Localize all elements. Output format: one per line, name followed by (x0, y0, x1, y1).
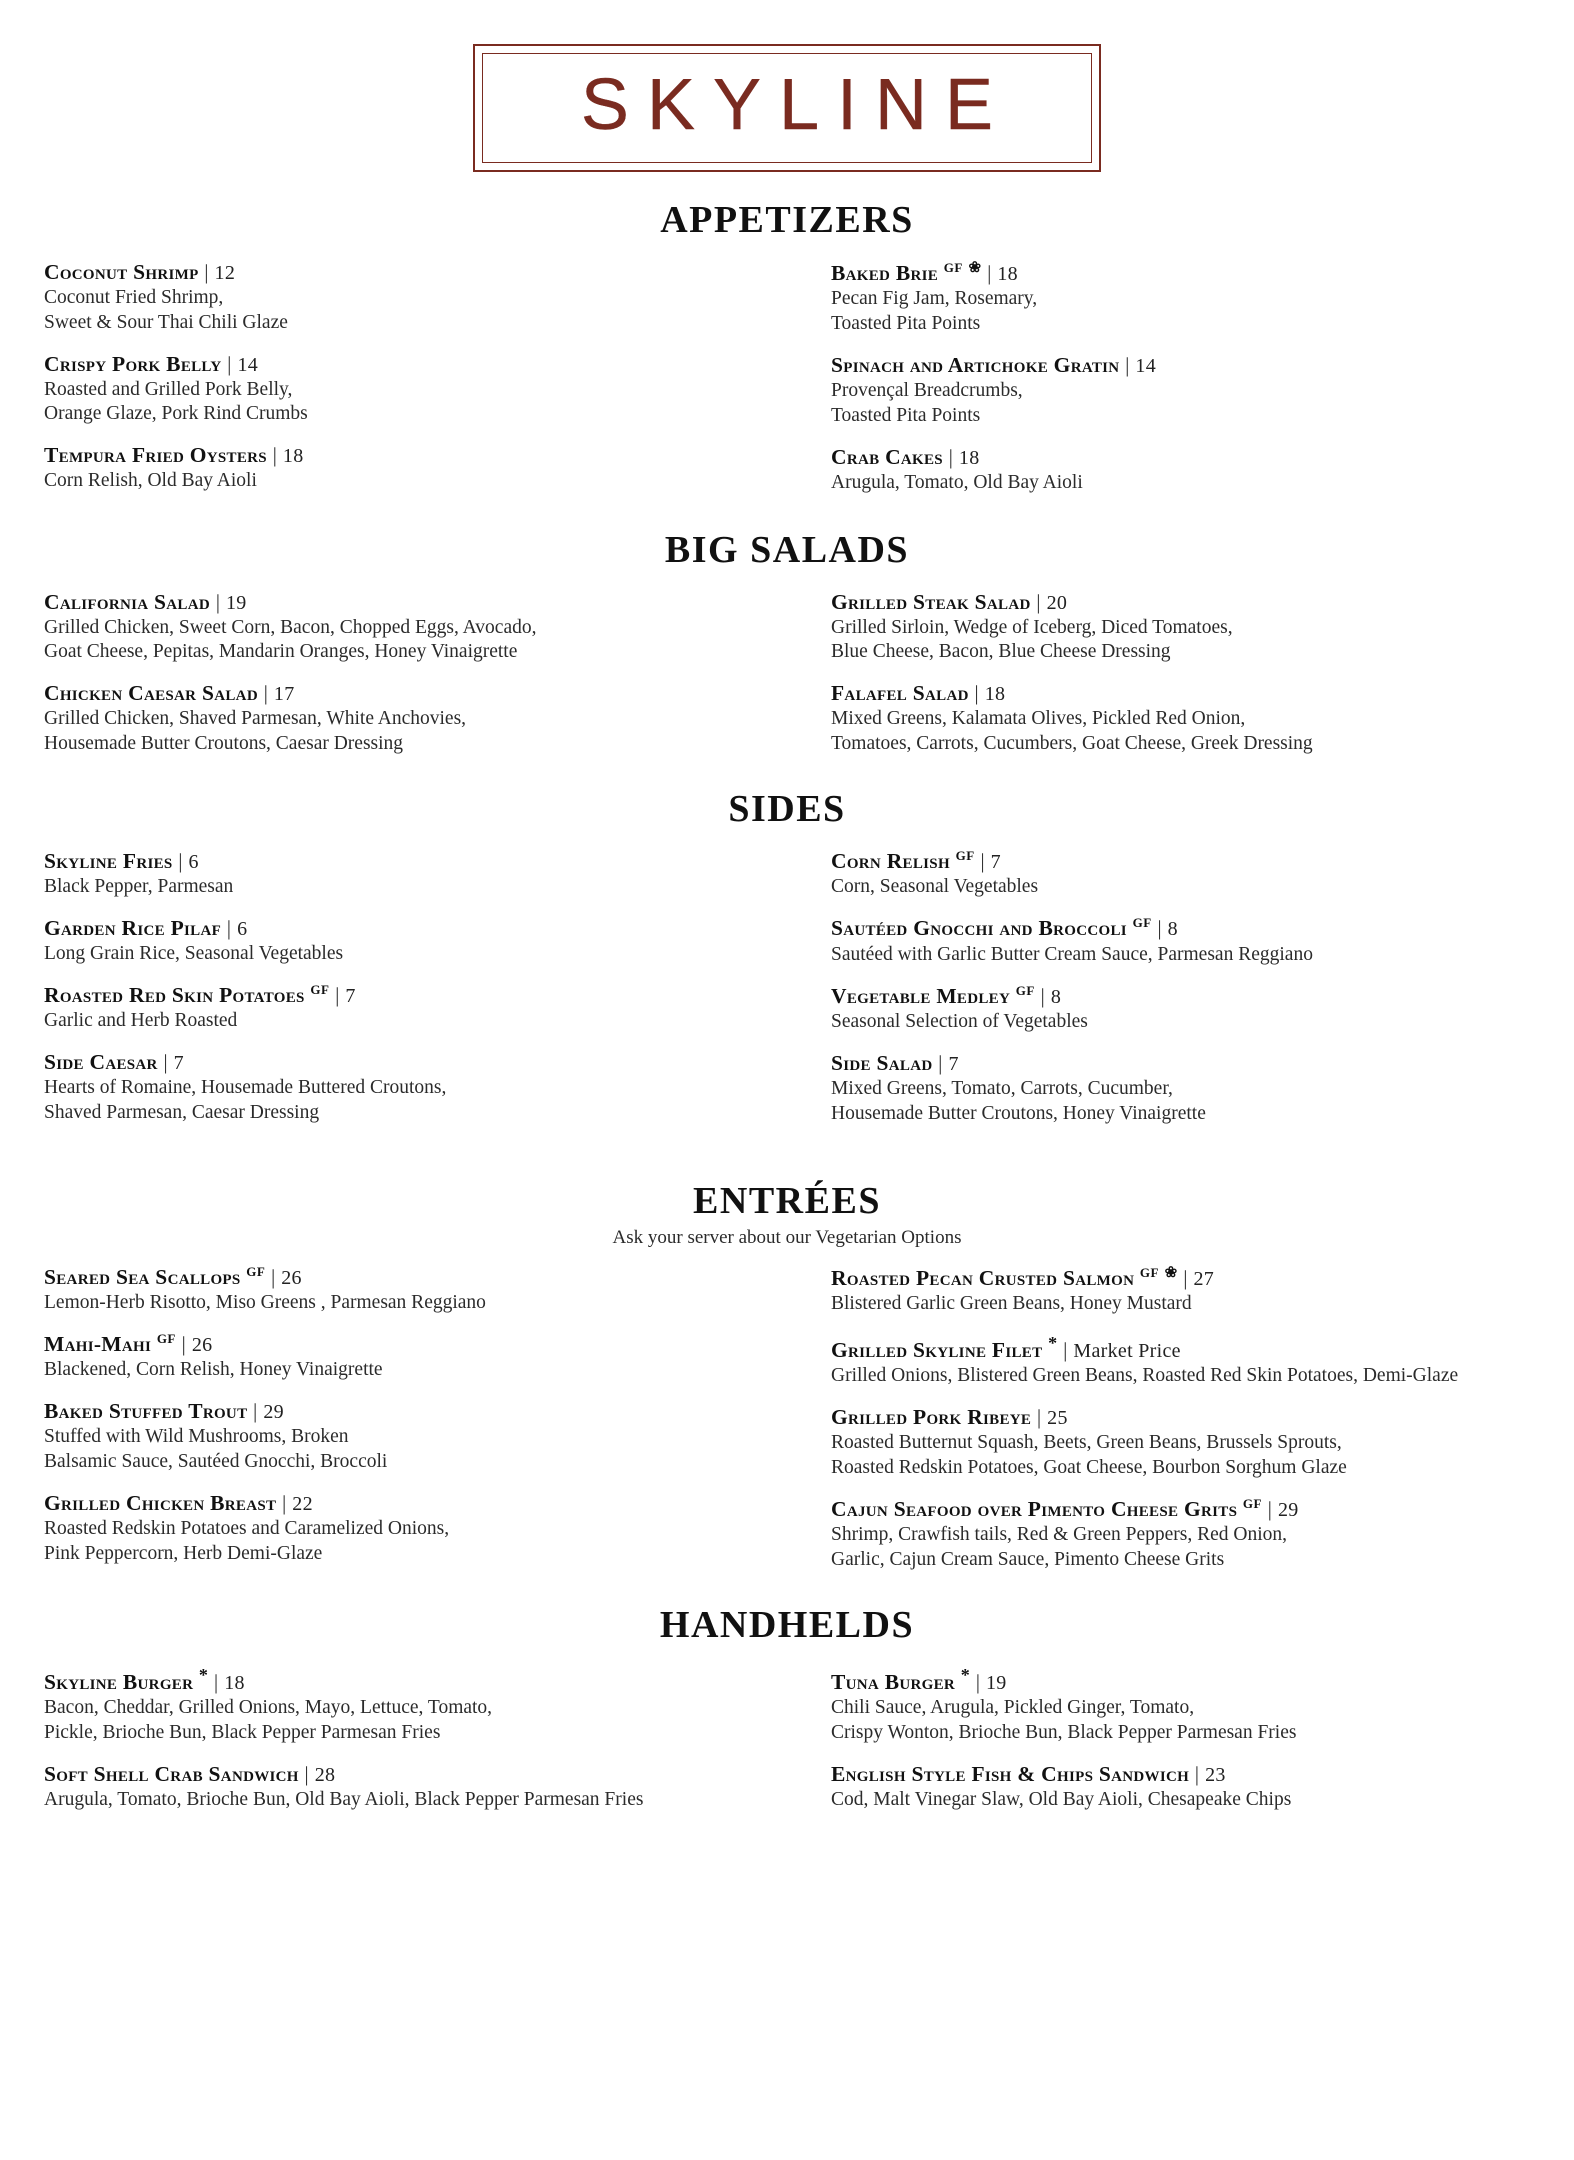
menu-item-name: Side Caesar (44, 1050, 158, 1075)
menu-item (831, 1051, 1530, 1127)
menu-item-price: 18 (997, 262, 1018, 285)
menu-item-description: Roasted and Grilled Pork Belly, Orange Glaze, Pork Rind Crumbs (44, 378, 308, 425)
price-separator: | (1261, 1496, 1278, 1521)
vegetarian-icon: ❀ (1164, 1264, 1178, 1281)
menu-item (44, 443, 751, 494)
menu-item (44, 1332, 751, 1383)
column-left (44, 590, 787, 774)
menu-item-heading (44, 849, 751, 874)
price-separator: | (1119, 352, 1136, 377)
menu-item-description: Grilled Sirloin, Wedge of Iceberg, Diced Tomatoes, Blue Cheese, Bacon, Blue Cheese Dressing (831, 616, 1233, 663)
menu-item (44, 1050, 751, 1126)
menu-item-heading (831, 849, 1530, 874)
column-right (787, 260, 1530, 512)
gluten-free-icon: GF (1015, 982, 1035, 998)
menu-item-name: English Style Fish & Chips Sandwich (831, 1761, 1190, 1786)
menu-item-heading (44, 1265, 751, 1290)
menu-item-price: 25 (1047, 1406, 1068, 1429)
menu-item-heading (44, 1665, 751, 1695)
menu-item (44, 1491, 751, 1567)
menu-item-name: Coconut Shrimp (44, 259, 199, 284)
section-appetizers (0, 198, 1574, 512)
menu-item-heading (44, 1762, 751, 1787)
column-left (44, 260, 787, 512)
price-separator: | (221, 351, 238, 376)
section-note: Ask your server about our Vegetarian Options (612, 1226, 962, 1248)
column-right (787, 590, 1530, 774)
menu-item-description: Stuffed with Wild Mushrooms, Broken Balsamic Sauce, Sautéed Gnocchi, Broccoli (44, 1425, 388, 1472)
column-right (787, 1265, 1530, 1589)
section-handhelds (0, 1603, 1574, 1829)
menu-item-description: Cod, Malt Vinegar Slaw, Old Bay Aioli, Chesapeake Chips (831, 1788, 1292, 1810)
menu-item-description: Arugula, Tomato, Old Bay Aioli (831, 471, 1083, 493)
price-separator: | (1151, 916, 1168, 941)
menu-item-name: Skyline Burger (44, 1669, 194, 1694)
menu-item-name: Crispy Pork Belly (44, 351, 222, 376)
menu-item-name: Tempura Fried Oysters (44, 443, 267, 468)
column-left (44, 1265, 787, 1589)
menu-item-description: Grilled Onions, Blistered Green Beans, Roasted Red Skin Potatoes, Demi-Glaze (831, 1364, 1459, 1386)
menu-item-heading (44, 1050, 751, 1075)
menu-item-description: Arugula, Tomato, Brioche Bun, Old Bay Aioli, Black Pepper Parmesan Fries (44, 1788, 644, 1810)
menu-item-description: Corn Relish, Old Bay Aioli (44, 470, 257, 492)
menu-item-price: 7 (345, 985, 356, 1008)
menu-item-price: 19 (986, 1671, 1007, 1694)
menu-item-heading (44, 983, 751, 1008)
menu-item-price: 7 (990, 851, 1001, 874)
menu-item-description: Coconut Fried Shrimp, Sweet & Sour Thai Chili Glaze (44, 286, 288, 333)
price-separator: | (276, 1490, 293, 1515)
menu-item-name: Garden Rice Pilaf (44, 916, 222, 941)
section-columns (0, 590, 1574, 774)
footnote-asterisk-icon: * (1048, 1332, 1058, 1353)
menu-item (44, 260, 751, 336)
price-separator: | (329, 983, 346, 1008)
menu-item-name: Mahi-Mahi (44, 1331, 152, 1356)
section-sides (0, 787, 1574, 1142)
restaurant-logo-text: SKYLINE (580, 65, 1012, 145)
menu-item-description: Pecan Fig Jam, Rosemary, Toasted Pita Points (831, 287, 1038, 334)
gluten-free-icon: GF (1242, 1495, 1262, 1511)
menu-item-price: 8 (1167, 918, 1178, 941)
menu-item-description: Bacon, Cheddar, Grilled Onions, Mayo, Lettuce, Tomato, Pickle, Brioche Bun, Black Pepper Parmesan Fries (44, 1696, 493, 1743)
menu-item-name: Seared Sea Scallops (44, 1264, 241, 1289)
price-separator: | (257, 681, 274, 706)
menu-item-price: 18 (958, 446, 980, 469)
menu-item-price: 7 (948, 1052, 959, 1075)
menu-item-description: Provençal Breadcrumbs, Toasted Pita Points (831, 379, 1023, 426)
menu-item (831, 1762, 1530, 1813)
column-right (787, 1665, 1530, 1829)
menu-item-description: Shrimp, Crawfish tails, Red & Green Peppers, Red Onion, Garlic, Cajun Cream Sauce, Pimento Cheese Grits (831, 1523, 1288, 1570)
price-separator: | (970, 1669, 986, 1694)
menu-item-heading (831, 1051, 1530, 1076)
menu-item-description: Blistered Garlic Green Beans, Honey Mustard (831, 1292, 1192, 1314)
price-separator: | (981, 260, 998, 285)
menu-item-price: 7 (173, 1052, 184, 1075)
menu-item-name: Roasted Pecan Crusted Salmon (831, 1265, 1135, 1290)
menu-item-heading (44, 1491, 751, 1516)
menu-item-price: 20 (1046, 591, 1068, 614)
menu-item (831, 984, 1530, 1035)
menu-item (44, 681, 751, 757)
menu-item-name: Vegetable Medley (831, 983, 1011, 1008)
menu-item (44, 1665, 751, 1746)
gluten-free-icon: GF (156, 1330, 176, 1346)
menu-item (831, 590, 1530, 666)
menu-item-price: 26 (281, 1266, 302, 1289)
menu-item-heading (831, 1665, 1530, 1695)
price-separator: | (1057, 1337, 1074, 1362)
column-right (787, 849, 1530, 1142)
menu-item-heading (44, 590, 751, 615)
menu-item (44, 1265, 751, 1316)
price-separator: | (1189, 1761, 1206, 1786)
gluten-free-icon: GF (246, 1263, 266, 1279)
menu-item-heading (44, 681, 751, 706)
menu-item-heading (831, 445, 1530, 470)
menu-item-description: Grilled Chicken, Shaved Parmesan, White Anchovies, Housemade Butter Croutons, Caesar Dressing (44, 708, 467, 755)
menu-item-name: Grilled Skyline Filet (831, 1337, 1043, 1362)
price-separator: | (298, 1761, 315, 1786)
menu-item-heading (831, 681, 1530, 706)
menu-item-heading (831, 1497, 1530, 1522)
menu-item-heading (44, 260, 751, 285)
menu-item-price: 26 (191, 1333, 213, 1356)
menu-item-price: 17 (273, 683, 295, 706)
menu-item-heading (44, 1332, 751, 1357)
section-columns (0, 849, 1574, 1142)
menu-item (44, 1399, 751, 1475)
menu-item-name: Chicken Caesar Salad (44, 681, 258, 706)
section-title: APPETIZERS (660, 198, 914, 241)
section-big-salads (0, 528, 1574, 774)
menu-item-name: Grilled Pork Ribeye (831, 1404, 1032, 1429)
menu-item-heading (831, 260, 1530, 286)
price-separator: | (265, 1264, 282, 1289)
menu-item-name: Spinach and Artichoke Gratin (831, 352, 1120, 377)
menu-item-price: 29 (1277, 1498, 1299, 1521)
menu-item-name: Grilled Chicken Breast (44, 1490, 277, 1515)
menu-item-heading (44, 1399, 751, 1424)
column-left (44, 849, 787, 1142)
column-left (44, 1665, 787, 1829)
price-separator: | (266, 443, 283, 468)
price-separator: | (1177, 1265, 1194, 1290)
menu-item-name: California Salad (44, 589, 211, 614)
menu-item-price: 12 (214, 261, 236, 284)
menu-item-price: 6 (237, 918, 248, 941)
price-separator: | (172, 849, 189, 874)
footnote-asterisk-icon: * (960, 1664, 971, 1685)
menu-item (831, 1665, 1530, 1746)
menu-item (44, 849, 751, 900)
price-separator: | (198, 259, 215, 284)
gluten-free-icon: GF (310, 982, 330, 998)
menu-item-name: Tuna Burger (831, 1669, 956, 1694)
menu-item-heading (44, 443, 751, 468)
section-columns (0, 260, 1574, 512)
menu-item (44, 590, 751, 666)
menu-item-heading (831, 1333, 1530, 1363)
menu-item-name: Cajun Seafood over Pimento Cheese Grits (831, 1496, 1238, 1521)
menu-item (831, 681, 1530, 757)
menu-item-description: Mixed Greens, Kalamata Olives, Pickled Red Onion, Tomatoes, Carrots, Cucumbers, Goat Cheese, Greek Dressing (831, 708, 1313, 755)
vegetarian-icon: ❀ (968, 259, 982, 276)
menu-item-heading (44, 916, 751, 941)
price-separator: | (1030, 589, 1047, 614)
menu-item-name: Side Salad (831, 1050, 933, 1075)
menu-item-price: 6 (188, 851, 199, 874)
menu-item-name: Baked Stuffed Trout (44, 1398, 248, 1423)
menu-item-name: Crab Cakes (831, 444, 943, 469)
section-title: ENTRÉES (693, 1179, 881, 1222)
price-separator: | (210, 589, 226, 614)
section-columns (0, 1665, 1574, 1829)
gluten-free-icon: GF (1132, 915, 1152, 931)
menu-item (44, 916, 751, 967)
menu-item (44, 352, 751, 428)
price-separator: | (968, 681, 985, 706)
menu-item-name: Grilled Steak Salad (831, 589, 1031, 614)
price-separator: | (221, 916, 238, 941)
menu-item-heading (831, 590, 1530, 615)
menu-item-description: Long Grain Rice, Seasonal Vegetables (44, 943, 344, 965)
price-separator: | (247, 1398, 264, 1423)
menu-item-heading (831, 1265, 1530, 1291)
menu-item (831, 445, 1530, 496)
menu-item (831, 916, 1530, 967)
footnote-asterisk-icon: * (198, 1664, 209, 1685)
menu-item-description: Seasonal Selection of Vegetables (831, 1010, 1088, 1032)
section-entrees (0, 1179, 1574, 1589)
gluten-free-icon: GF (955, 848, 975, 864)
menu-item-description: Blackened, Corn Relish, Honey Vinaigrette (44, 1358, 383, 1380)
menu-item-description: Corn, Seasonal Vegetables (831, 876, 1039, 898)
menu-item-heading (44, 352, 751, 377)
menu-item (831, 1497, 1530, 1573)
logo-block (0, 0, 1574, 172)
logo-inner-frame (482, 53, 1092, 163)
logo-outer-frame (473, 44, 1101, 172)
menu-item-description: Chili Sauce, Arugula, Pickled Ginger, Tomato, Crispy Wonton, Brioche Bun, Black Pepper Parmesan Fries (831, 1696, 1297, 1743)
section-title: BIG SALADS (664, 528, 910, 571)
menu-item-heading (831, 1405, 1530, 1430)
menu-item-name: Baked Brie (831, 260, 939, 285)
price-separator: | (208, 1669, 225, 1694)
price-separator: | (175, 1331, 192, 1356)
menu-item-name: Skyline Fries (44, 849, 173, 874)
price-separator: | (932, 1050, 949, 1075)
gluten-free-icon: GF (943, 259, 963, 275)
menu-item-price: 18 (984, 683, 1006, 706)
price-separator: | (1034, 983, 1051, 1008)
menu-item (831, 849, 1530, 900)
section-columns (0, 1265, 1574, 1589)
menu-item-name: Sautéed Gnocchi and Broccoli (831, 916, 1127, 941)
menu-item-price: 28 (314, 1763, 336, 1786)
menu-item (831, 353, 1530, 429)
section-title: SIDES (728, 788, 846, 831)
menu-item-heading (831, 353, 1530, 378)
menu-item (831, 260, 1530, 337)
menu-item-price: 27 (1193, 1267, 1215, 1290)
menu-item-price: 29 (263, 1400, 284, 1423)
menu-item-name: Falafel Salad (831, 681, 969, 706)
menu-item-description: Lemon-Herb Risotto, Miso Greens , Parmesan Reggiano (44, 1291, 486, 1313)
gluten-free-icon: GF (1139, 1264, 1159, 1280)
menu-item-heading (831, 1762, 1530, 1787)
menu-item-description: Grilled Chicken, Sweet Corn, Bacon, Chopped Eggs, Avocado, Goat Cheese, Pepitas, Mandarin Oranges, Honey Vinaigrette (44, 616, 537, 663)
price-separator: | (974, 849, 991, 874)
menu-item-description: Roasted Butternut Squash, Beets, Green Beans, Brussels Sprouts, Roasted Redskin Potatoes, Goat Cheese, Bourbon Sorghum Glaze (831, 1431, 1347, 1478)
price-separator: | (1031, 1404, 1048, 1429)
menu-item-price: 18 (282, 445, 304, 468)
menu-item-price: 18 (224, 1671, 245, 1694)
menu-item-price: 14 (237, 353, 259, 376)
menu-item-description: Sautéed with Garlic Butter Cream Sauce, Parmesan Reggiano (831, 943, 1313, 965)
menu-item-price: 23 (1205, 1763, 1226, 1786)
menu-item-name: Soft Shell Crab Sandwich (44, 1761, 299, 1786)
menu-item-name: Roasted Red Skin Potatoes (44, 983, 305, 1008)
menu-item-price: 8 (1050, 985, 1062, 1008)
menu-item (831, 1405, 1530, 1481)
menu-sections (0, 198, 1574, 1829)
menu-item-price: 14 (1135, 354, 1157, 377)
menu-item (831, 1265, 1530, 1317)
menu-item-price: 19 (225, 591, 247, 614)
menu-item (831, 1333, 1530, 1389)
menu-item-heading (831, 984, 1530, 1009)
menu-item-description: Mixed Greens, Tomato, Carrots, Cucumber, Housemade Butter Croutons, Honey Vinaigrette (831, 1077, 1206, 1124)
menu-item-price: 22 (292, 1492, 313, 1515)
menu-item-description: Garlic and Herb Roasted (44, 1010, 238, 1032)
menu-item-price: Market Price (1073, 1339, 1181, 1362)
menu-item-description: Black Pepper, Parmesan (44, 876, 234, 898)
price-separator: | (157, 1050, 174, 1075)
section-title: HANDHELDS (659, 1603, 915, 1646)
price-separator: | (942, 444, 959, 469)
menu-item-description: Roasted Redskin Potatoes and Caramelized Onions, Pink Peppercorn, Herb Demi-Glaze (44, 1517, 450, 1564)
menu-item-name: Corn Relish (831, 849, 950, 874)
menu-item-description: Hearts of Romaine, Housemade Buttered Croutons, Shaved Parmesan, Caesar Dressing (44, 1077, 447, 1124)
menu-item (44, 983, 751, 1034)
menu-item (44, 1762, 751, 1813)
menu-item-heading (831, 916, 1530, 941)
